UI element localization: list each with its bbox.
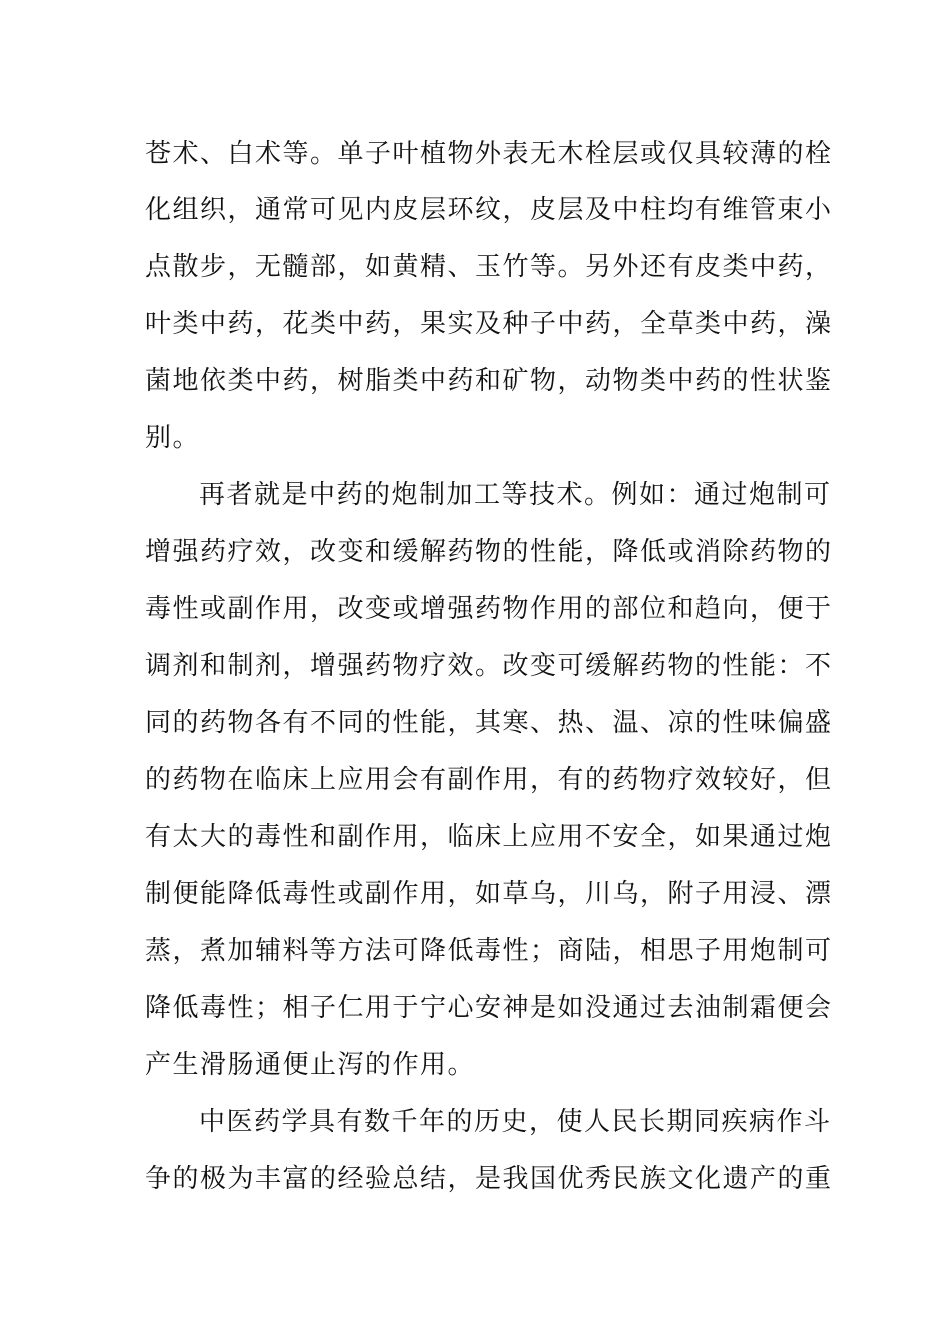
paragraph-1-line-5: 菌地依类中药，树脂类中药和矿物，动物类中药的性状鉴 — [145, 366, 833, 396]
paragraph-2-line-8: 制便能降低毒性或副作用，如草乌，川乌，附子用浸、漂 — [145, 879, 833, 909]
paragraph-2-line-1: 再者就是中药的炮制加工等技术。例如：通过炮制可 — [199, 480, 832, 510]
paragraph-2-line-2: 增强药疗效，改变和缓解药物的性能，降低或消除药物的 — [145, 537, 833, 567]
paragraph-2-line-10: 降低毒性；相子仁用于宁心安神是如没通过去油制霜便会 — [145, 993, 833, 1023]
paragraph-2-line-5: 同的药物各有不同的性能，其寒、热、温、凉的性味偏盛 — [145, 708, 833, 738]
paragraph-2-line-6: 的药物在临床上应用会有副作用，有的药物疗效较好，但 — [145, 765, 833, 795]
paragraph-2-line-4: 调剂和制剂，增强药物疗效。改变可缓解药物的性能：不 — [145, 651, 833, 681]
paragraph-2-line-9: 蒸，煮加辅料等方法可降低毒性；商陆，相思子用炮制可 — [145, 936, 833, 966]
paragraph-1-line-1: 苍术、白术等。单子叶植物外表无木栓层或仅具较薄的栓 — [145, 139, 833, 169]
paragraph-1-line-3: 点散步，无髓部，如黄精、玉竹等。另外还有皮类中药， — [145, 252, 833, 282]
paragraph-2-line-3: 毒性或副作用，改变或增强药物作用的部位和趋向，便于 — [145, 594, 833, 624]
paragraph-1-line-2: 化组织，通常可见内皮层环纹，皮层及中柱均有维管束小 — [145, 195, 833, 225]
paragraph-3-line-2: 争的极为丰富的经验总结，是我国优秀民族文化遗产的重 — [145, 1164, 833, 1194]
paragraph-1-line-6: 别。 — [145, 423, 201, 453]
paragraph-1-line-4: 叶类中药，花类中药，果实及种子中药，全草类中药，澡 — [145, 309, 833, 339]
paragraph-2-line-11: 产生滑肠通便止泻的作用。 — [145, 1050, 476, 1080]
paragraph-2-line-7: 有太大的毒性和副作用，临床上应用不安全，如果通过炮 — [145, 822, 833, 852]
paragraph-3-line-1: 中医药学具有数千年的历史，使人民长期同疾病作斗 — [199, 1107, 832, 1137]
